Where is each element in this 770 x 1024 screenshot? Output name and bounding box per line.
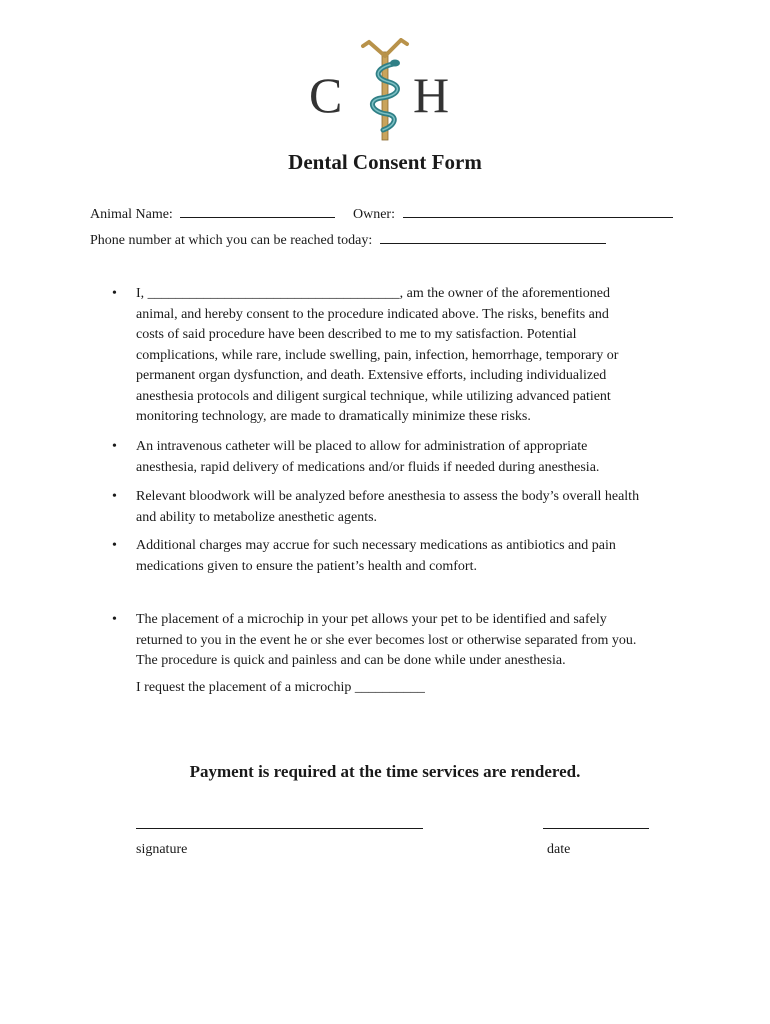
microchip-paragraph xyxy=(136,610,696,672)
signature-line[interactable] xyxy=(136,828,423,829)
text-line: Additional charges may accrue for such necessary medications as antibiotics and pain xyxy=(136,538,616,553)
owner-field[interactable] xyxy=(403,203,673,218)
text-line: animal, and hereby consent to the procedure indicated above. The risks, benefits and xyxy=(136,306,609,322)
text-line: permanent organ dysfunction, and death. Extensive efforts, including individualized xyxy=(136,368,607,383)
text-line: The procedure is quick and painless and can be done while under anesthesia. xyxy=(136,653,566,668)
text-line: returned to you in the event he or she ever becomes lost or otherwise separated from you. xyxy=(136,632,637,648)
bullet-marker: • xyxy=(112,439,117,454)
logo-letter-h: H xyxy=(413,67,450,123)
bloodwork-paragraph xyxy=(136,487,696,528)
text-line: and ability to metabolize anesthetic agents. xyxy=(136,509,378,525)
logo-letter-c: C xyxy=(309,67,343,123)
owner-row xyxy=(353,203,673,225)
caduceus-icon xyxy=(355,38,415,142)
bullet-marker: • xyxy=(112,286,117,301)
text-line: complications, while rare, include swelling, pain, infection, hemorrhage, temporary or xyxy=(136,347,619,363)
payment-note: Payment is required at the time services are rendered. xyxy=(189,762,581,781)
owner-label: Owner: xyxy=(353,207,395,222)
charges-paragraph xyxy=(136,536,696,577)
bullet-marker: • xyxy=(112,612,117,627)
text-line: The placement of a microchip in your pet allows your pet to be identified and safely xyxy=(136,612,607,627)
text-line: medications given to ensure the patient’s health and comfort. xyxy=(136,558,477,574)
phone-label: Phone number at which you can be reached today: xyxy=(90,233,373,248)
bullet-marker: • xyxy=(112,489,117,504)
date-label: date xyxy=(547,842,571,857)
catheter-paragraph xyxy=(136,437,696,478)
consent-paragraph xyxy=(136,284,696,428)
text-line: anesthesia protocols and diligent surgical technique, while utilizing advanced patient xyxy=(136,388,611,404)
text-line: costs of said procedure have been described to me to my satisfaction. Potential xyxy=(136,327,577,342)
animal-name-field[interactable] xyxy=(180,203,335,218)
text-line: An intravenous catheter will be placed to allow for administration of appropriate xyxy=(136,439,588,454)
form-title: Dental Consent Form xyxy=(288,150,482,174)
text-line: monitoring technology, are made to dramatically minimize these risks. xyxy=(136,409,531,424)
animal-name-label: Animal Name: xyxy=(90,207,173,222)
clinic-logo xyxy=(305,38,465,142)
text-line: I, ____________________________________, am the owner of the aforementioned xyxy=(136,286,610,301)
microchip-request[interactable]: I request the placement of a microchip __________ xyxy=(136,680,425,695)
phone-row xyxy=(90,229,606,251)
phone-field[interactable] xyxy=(380,229,606,244)
signature-label: signature xyxy=(136,842,188,857)
animal-name-row xyxy=(90,203,335,225)
text-line: Relevant bloodwork will be analyzed before anesthesia to assess the body’s overall health xyxy=(136,489,640,504)
bullet-marker: • xyxy=(112,538,117,553)
text-line: anesthesia, rapid delivery of medications and/or fluids if needed during anesthesia. xyxy=(136,459,600,475)
date-line[interactable] xyxy=(543,828,649,829)
